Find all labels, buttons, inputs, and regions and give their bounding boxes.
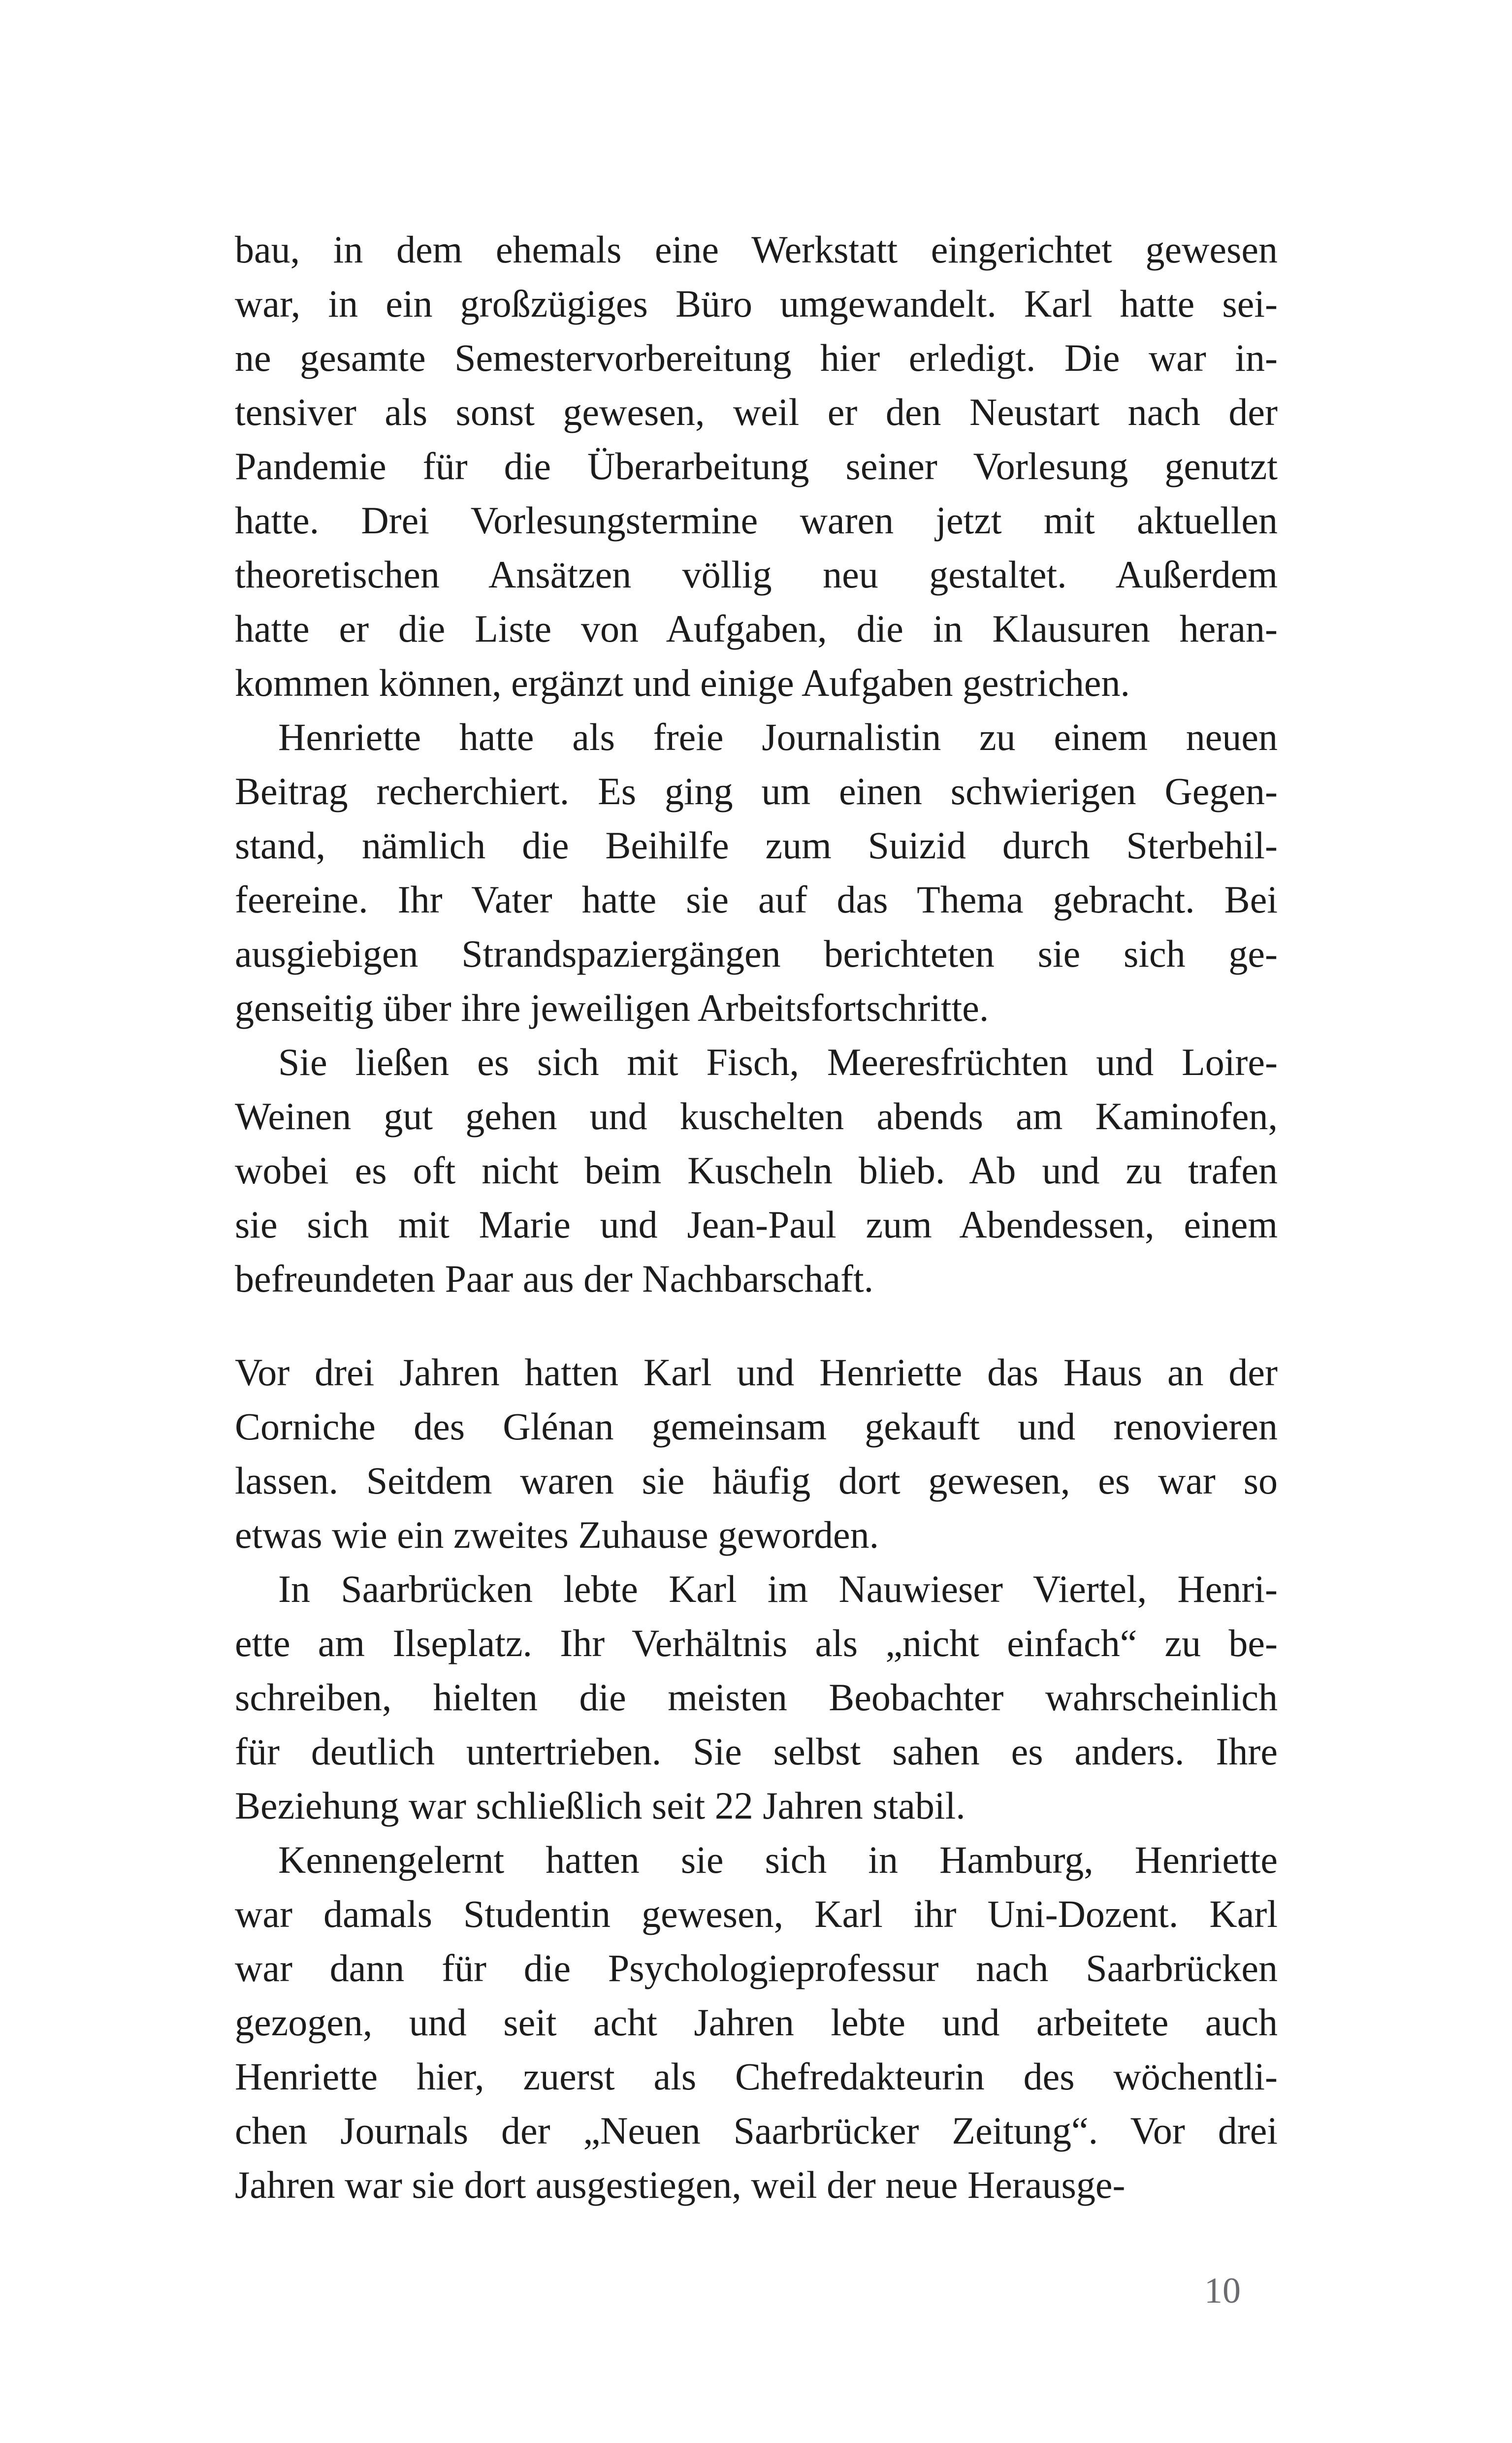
text-line: kommen können, ergänzt und einige Aufgaben gestrichen.	[235, 661, 1130, 704]
text-line: bau, in dem ehemals eine Werkstatt eingerichtet gewesen	[235, 228, 1278, 271]
text-line: wobei es oft nicht beim Kuscheln blieb. Ab und zu trafen	[235, 1149, 1278, 1192]
text-line: sie sich mit Marie und Jean-Paul zum Abendessen, einem	[235, 1203, 1278, 1246]
text-line: lassen. Seitdem waren sie häufig dort gewesen, es war so	[235, 1459, 1278, 1502]
text-line: Henriette hatte als freie Journalistin zu einem neuen	[278, 716, 1278, 758]
paragraph	[235, 223, 1278, 710]
text-line: Weinen gut gehen und kuschelten abends am Kaminofen,	[235, 1095, 1278, 1138]
text-line: Sie ließen es sich mit Fisch, Meeresfrüchten und Loire-	[278, 1041, 1278, 1083]
text-line: stand, nämlich die Beihilfe zum Suizid durch Sterbehil-	[235, 824, 1278, 867]
text-line: war, in ein großzügiges Büro umgewandelt. Karl hatte sei-	[235, 282, 1278, 325]
text-line: etwas wie ein zweites Zuhause geworden.	[235, 1513, 879, 1556]
text-line: tensiver als sonst gewesen, weil er den Neustart nach der	[235, 391, 1278, 433]
paragraph	[235, 1345, 1278, 1562]
text-line: ette am Ilseplatz. Ihr Verhältnis als „nicht einfach“ zu be-	[235, 1622, 1278, 1664]
text-line: Jahren war sie dort ausgestiegen, weil der neue Herausge-	[235, 2163, 1126, 2206]
text-line: Kennengelernt hatten sie sich in Hamburg, Henriette	[278, 1838, 1278, 1881]
text-line: hatte er die Liste von Aufgaben, die in Klausuren heran-	[235, 607, 1278, 650]
text-line: Vor drei Jahren hatten Karl und Henriette das Haus an der	[235, 1351, 1278, 1394]
paragraph	[235, 1035, 1278, 1306]
text-line: ausgiebigen Strandspaziergängen berichteten sie sich ge-	[235, 932, 1278, 975]
text-line: war dann für die Psychologieprofessur nach Saarbrücken	[235, 1947, 1278, 1989]
text-line: Corniche des Glénan gemeinsam gekauft und renovieren	[235, 1405, 1278, 1448]
body-text	[235, 223, 1278, 2212]
paragraph	[235, 1562, 1278, 1833]
text-line: hatte. Drei Vorlesungstermine waren jetzt mit aktuellen	[235, 499, 1278, 542]
paragraph	[235, 710, 1278, 1035]
text-line: feereine. Ihr Vater hatte sie auf das Thema gebracht. Bei	[235, 878, 1278, 921]
page-number: 10	[1204, 2271, 1241, 2311]
text-line: ne gesamte Semestervorbereitung hier erledigt. Die war in-	[235, 336, 1278, 379]
text-line: chen Journals der „Neuen Saarbrücker Zeitung“. Vor drei	[235, 2109, 1278, 2152]
text-line: befreundeten Paar aus der Nachbarschaft.	[235, 1257, 874, 1300]
text-line: gezogen, und seit acht Jahren lebte und arbeitete auch	[235, 2001, 1278, 2044]
text-line: theoretischen Ansätzen völlig neu gestaltet. Außerdem	[235, 553, 1278, 596]
paragraph	[235, 1833, 1278, 2212]
text-line: für deutlich untertrieben. Sie selbst sahen es anders. Ihre	[235, 1730, 1278, 1773]
text-line: Pandemie für die Überarbeitung seiner Vorlesung genutzt	[235, 445, 1278, 488]
text-line: Beziehung war schließlich seit 22 Jahren stabil.	[235, 1784, 965, 1827]
text-line: Beitrag recherchiert. Es ging um einen schwierigen Gegen-	[235, 770, 1278, 813]
text-line: genseitig über ihre jeweiligen Arbeitsfortschritte.	[235, 986, 989, 1029]
text-line: In Saarbrücken lebte Karl im Nauwieser Viertel, Henri-	[278, 1567, 1278, 1610]
text-line: war damals Studentin gewesen, Karl ihr Uni-Dozent. Karl	[235, 1892, 1278, 1935]
text-line: Henriette hier, zuerst als Chefredakteurin des wöchentli-	[235, 2055, 1278, 2098]
text-line: schreiben, hielten die meisten Beobachter wahrscheinlich	[235, 1676, 1278, 1719]
